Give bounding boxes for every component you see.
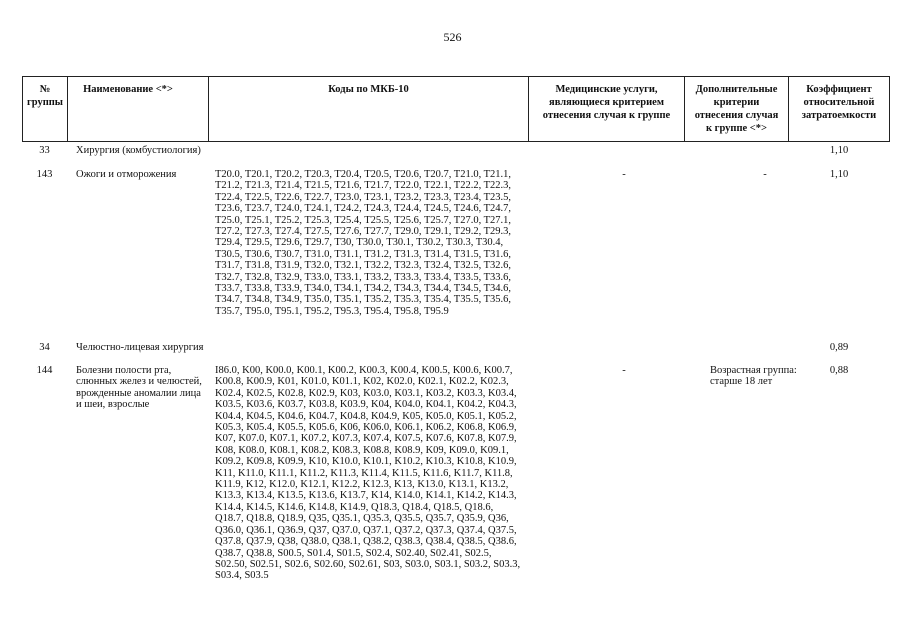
- row-services: -: [622, 365, 626, 376]
- row-number: 144: [36, 365, 53, 376]
- row-number: 143: [36, 169, 53, 180]
- row-services: -: [622, 169, 626, 180]
- row-name: Челюстно-лицевая хирургия: [76, 342, 204, 353]
- row-name: Хирургия (комбустиология): [76, 145, 201, 156]
- row-name: Болезни полости рта, слюнных желез и челюстей, врожденные аномалии лица и шеи, взрослые: [76, 365, 202, 411]
- row-icd-codes: I86.0, K00, K00.0, K00.1, K00.2, K00.3, K00.4, K00.5, K00.6, K00.7, K00.8, K00.9, K01, K01.0, K01.1, K02, K02.0, K02.1, K02.2, K02.3, K02.4, K02.5, K02.8, K02.9, K03, K03.0, K03.1, K03.2, K03.3, K03.4, K03.5, K03.6, K03.7, K03.8, K03.9, K04, K04.0, K04.1, K04.2, K04.3, K04.4, K04.5, K04.6, K04.7, K04.8, K04.9, K05, K05.0, K05.1, K05.2, K05.3, K05.4, K05.5, K05.6, K06, K06.0, K06.1, K06.2, K06.8, K06.9, K07, K07.0, K07.1, K07.2, K07.3, K07.4, K07.5, K07.6, K07.8, K07.9, K08, K08.0, K08.1, K08.2, K08.3, K08.8, K08.9, K09, K09.0, K09.1, K09.2, K09.8, K09.9, K10, K10.0, K10.1, K10.2, K10.3, K10.8, K10.9, K11, K11.0, K11.1, K11.2, K11.3, K11.4, K11.5, K11.6, K11.7, K11.8, K11.9, K12, K12.0, K12.1, K12.2, K12.3, K13, K13.0, K13.1, K13.2, K13.3, K13.4, K13.5, K13.6, K13.7, K14, K14.0, K14.1, K14.2, K14.3, K14.4, K14.5, K14.6, K14.8, K14.9, Q18.3, Q18.4, Q18.5, Q18.6, Q18.7, Q18.8, Q18.9, Q35, Q35.1, Q35.3, Q35.5, Q35.7, Q35.9, Q36, Q36.0, Q36.1, Q36.9, Q37, Q37.0, Q37.1, Q37.2, Q37.3, Q37.4, Q37.5, Q37.8, Q37.9, Q38, Q38.0, Q38.1, Q38.2, Q38.3, Q38.4, Q38.5, Q38.6, Q38.7, Q38.8, S00.5, S01.4, S01.5, S02.4, S02.40, S02.41, S02.5, S02.50, S02.51, S02.6, S02.60, S02.61, S03, S03.0, S03.1, S03.2, S03.3, S03.4, S03.5: [215, 365, 521, 582]
- header-group-number: № группы: [26, 84, 64, 108]
- header-medical-services: Медицинские услуги, являющиеся критерием отнесения случая к группе: [542, 84, 671, 121]
- header-icd-codes: Коды по МКБ-10: [328, 84, 409, 95]
- row-coefficient: 0,89: [829, 342, 849, 353]
- table-header-bottom-border: [22, 141, 890, 142]
- row-name: Ожоги и отморожения: [76, 169, 177, 180]
- row-number: 34: [39, 342, 50, 353]
- row-number: 33: [39, 145, 50, 156]
- row-coefficient: 1,10: [829, 169, 849, 180]
- row-coefficient: 0,88: [829, 365, 849, 376]
- header-name: Наименование <*>: [83, 84, 173, 95]
- page-number: 526: [443, 30, 462, 44]
- table-top-border: [22, 76, 890, 77]
- header-coefficient: Коэффициент относительной затратоемкости: [801, 84, 877, 121]
- row-additional: -: [763, 169, 767, 180]
- header-additional-criteria: Дополнительные критерии отнесения случая к группе <*>: [694, 84, 779, 134]
- column-divider: [889, 76, 890, 142]
- row-additional: Возрастная группа: старше 18 лет: [710, 365, 797, 388]
- row-coefficient: 1,10: [829, 145, 849, 156]
- row-icd-codes: T20.0, T20.1, T20.2, T20.3, T20.4, T20.5, T20.6, T20.7, T21.0, T21.1, T21.2, T21.3, T21.4, T21.5, T21.6, T21.7, T22.0, T22.1, T22.2, T22.3, T22.4, T22.5, T22.6, T22.7, T23.0, T23.1, T23.2, T23.3, T23.4, T23.5, T23.6, T23.7, T24.0, T24.1, T24.2, T24.3, T24.4, T24.5, T24.6, T24.7, T25.0, T25.1, T25.2, T25.3, T25.4, T25.5, T25.6, T25.7, T27.0, T27.1, T27.2, T27.3, T27.4, T27.5, T27.6, T27.7, T29.0, T29.1, T29.2, T29.3, T29.4, T29.5, T29.6, T29.7, T30, T30.0, T30.1, T30.2, T30.3, T30.4, T30.5, T30.6, T30.7, T31.0, T31.1, T31.2, T31.3, T31.4, T31.5, T31.6, T31.7, T31.8, T31.9, T32.0, T32.1, T32.2, T32.3, T32.4, T32.5, T32.6, T32.7, T32.8, T32.9, T33.0, T33.1, T33.2, T33.3, T33.4, T33.5, T33.6, T33.7, T33.8, T33.9, T34.0, T34.1, T34.2, T34.3, T34.4, T34.5, T34.6, T34.7, T34.8, T34.9, T35.0, T35.1, T35.2, T35.3, T35.4, T35.5, T35.6, T35.7, T95.0, T95.1, T95.2, T95.3, T95.4, T95.8, T95.9: [215, 169, 512, 317]
